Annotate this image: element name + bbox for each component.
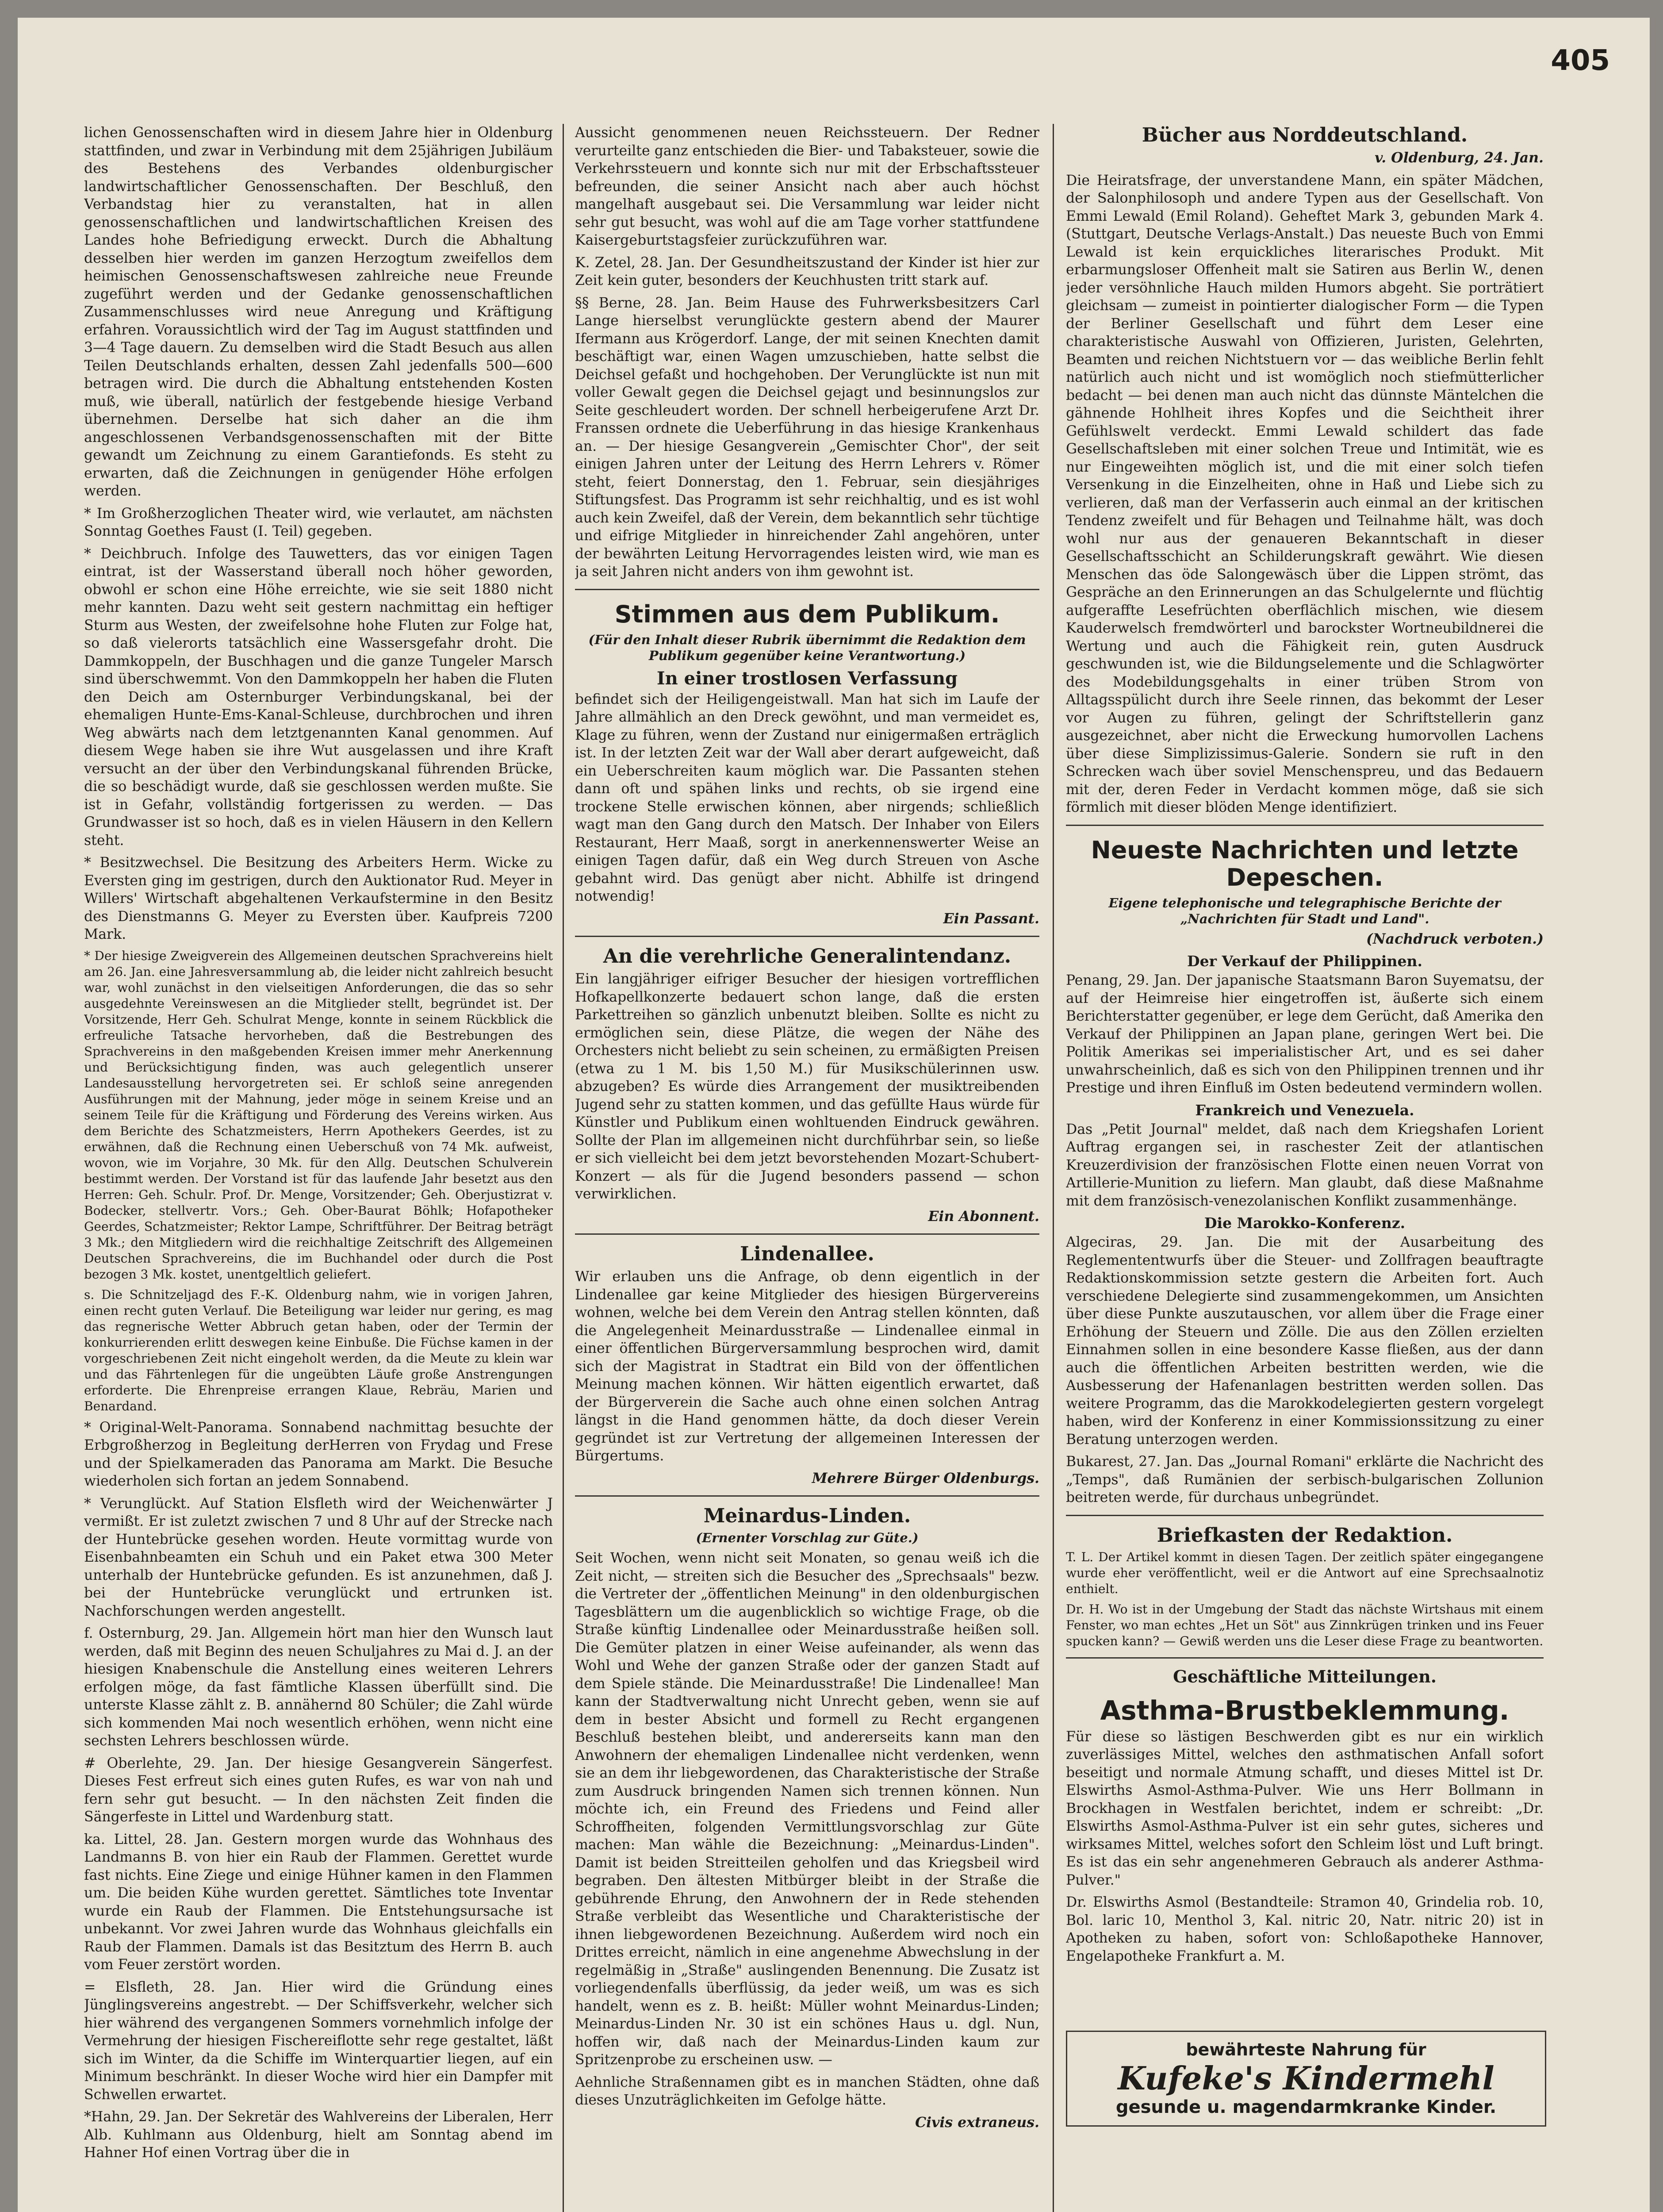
paragraph: f. Osternburg, 29. Jan. Allgemein hört man hier den Wunsch laut werden, daß mit Beginn des neuen Schuljahres zu Mai d. J. an der hiesigen Knabenschule die Anstellung eines weiteren Lehrers erfolgen möge, da fast fämtliche Klassen überfüllt sind. Die unterste Klasse zählt z. B. annähernd 80 Schüler; die Zahl würde sich kommenden Mai noch wesentlich erhöhen, wenn nicht eine sechsten Lehrers beschlossen würde. — [84, 1625, 553, 1749]
paragraph: Das „Petit Journal" meldet, daß nach dem Kriegshafen Lorient Auftrag ergangen sei, in raschester Zeit der atlantischen Kreuzerdivision der französischen Flotte einen neuen Vorrat von Artillerie-Munition zu liefern. Man glaubt, daß diese Maßnahme mit dem französisch-venezolanischen Konflikt zusammenhänge. — [1066, 1121, 1544, 1209]
paragraph: Penang, 29. Jan. Der japanische Staatsmann Baron Suyematsu, der auf der Heimreise hier eingetroffen ist, äußerte sich einem Berichterstatter gegenüber, er lege dem Gerücht, daß Amerika den Verkauf der Philippinen an Japan plane, geringen Wert bei. Die Politik Amerikas sei imperialistischer Art, und es sei daher unwahrscheinlich, daß es sich von den Philippinen trennen und ihr Prestige und ihren Einfluß im Osten bedeutend vermindern wollen. — [1066, 972, 1544, 1096]
letter-heading: An die verehrliche Generalintendanz. — [603, 945, 1012, 968]
paragraph: *Hahn, 29. Jan. Der Sekretär des Wahlvereins der Liberalen, Herr Alb. Kuhlmann aus Oldenburg, hielt am Sonntag abend im Hahner Hof einen Vortrag über die in — [84, 2109, 553, 2161]
paragraph: * Der hiesige Zweigverein des Allgemeinen deutschen Sprachvereins hielt am 26. Jan. eine Jahresversammlung ab, die leider nicht zahlreich besucht war, wohl zunächst in den vielseitigen Anforderungen, die das so sehr ausgedehnte Vereinswesen an die Mitglieder stellt, begründet ist. Der Vorsitzende, Herr Geh. Schulrat Menge, konnte in seinem Rückblick die erfreuliche Tatsache hervorheben, daß die Bestrebungen des Sprachvereins in den maßgebenden Kreisen immer mehr Anerkennung und Berücksichtigung finden, was auch gelegentlich unserer Landesausstellung hervorgetreten sei. Er schloß seine anregenden Ausführungen mit der Mahnung, jeder möge in seinem Kreise und an seinem Teile für die Kräftigung und Förderung des Vereins wirken. Aus dem Berichte des Schatzmeisters, Herrn Apothekers Geerdes, ist zu erwähnen, daß die Rechnung einen Ueberschuß von 74 Mk. aufweist, wovon, wie im Vorjahre, 30 Mk. für den Allg. Deutschen Schulverein bestimmt werden. Der Vorstand ist für das laufende Jahr besetzt aus den Herren: Geh. Schulr. Prof. Dr. Menge, Vorsitzender; Geh. Oberjustizrat v. Bodecker, stellvertr. Vors.; Geh. Ober-Baurat Böhlk; Hofapotheker Geerdes, Schatzmeister; Rektor Lampe, Schriftführer. Der Beitrag beträgt 3 Mk.; den Mitgliedern wird die reichhaltige Zeitschrift des Allgemeinen Deutschen Sprachvereins, die im Buchhandel oder durch die Post bezogen 3 Mk. kostet, unentgeltlich geliefert. — [84, 948, 553, 1282]
page-number: 405 — [1551, 44, 1610, 77]
column-left — [84, 124, 553, 2212]
paragraph: s. Die Schnitzeljagd des F.-K. Oldenburg nahm, wie in vorigen Jahren, einen recht guten Verlauf. Die Beteiligung war leider nur gering, es mag das regnerische Wetter Abbruch getan haben, oder der Termin der konkurrierenden erlitt deswegen keine Einbuße. Die Füchse kamen in der vorgeschriebenen Zeit nicht eingeholt werden, da die Meute zu klein war und das Fährtenlegen für die ungeübten Läufe große Anstrengungen erforderte. Die Ehrenpreise errangen Klaue, Rebräu, Marien und Benardand. — [84, 1287, 553, 1413]
paragraph: # Oberlehte, 29. Jan. Der hiesige Gesangverein Sängerfest. Dieses Fest erfreut sich eines guten Rufes, es war von nah und fern sehr gut besucht. — In den nächsten Zeit finden die Sängerfeste in Littel und Wardenburg statt. — [84, 1755, 553, 1825]
letter-signature: Civis extraneus. — [915, 2114, 1039, 2131]
letter-signature: Mehrere Bürger Oldenburgs. — [812, 1470, 1039, 1486]
news-subtitle: Eigene telephonische und telegraphische Berichte der „Nachrichten für Stadt und Land". — [1108, 895, 1501, 926]
paragraph: Die Heiratsfrage, der unverstandene Mann, ein später Mädchen, der Salonphilosoph und andere Typen aus der Gesellschaft. Von Emmi Lewald (Emil Roland). Geheftet Mark 3, gebunden Mark 4. (Stuttgart, Deutsche Verlags-Anstalt.) Das neueste Buch von Emmi Lewald ist kein erquickliches literarisches Produkt. Mit erbarmungsloser Offenheit malt sie Satiren aus Berlin W., denen jeder versöhnliche Hauch milden Humors abgeht. Sie porträtiert gleichsam — zumeist in pointierter dialogischer Form — die Typen der Berliner Gesellschaft und führt dem Leser eine charakteristische Auswahl von Offizieren, Juristen, Gelehrten, Beamten und reichen Nichtstuern vor — das weibliche Berlin fehlt natürlich auch nicht und ist womöglich noch stiefmütterlicher bedacht — bei denen man auch nicht das dünnste Mäntelchen die gähnende Hohlheit ihres Kopfes und die Seichtheit ihrer Gefühlswelt verdeckt. Emmi Lewald schildert das fade Gesellschaftsleben mit einer solchen Treue und Intimität, wie es nur Eingeweihten möglich ist, und die mit einer solch tiefen Versenkung in die Einzelheiten, ohne in Haß und Liebe sich zu verlieren, daß man der Verfasserin auch einmal an der kritischen Tendenz zweifelt und für Behagen und Teilnahme hält, was doch wohl nur aus der genaueren Bekanntschaft in dieser Gesellschaftsschicht an Schilderungskraft gewährt. Wie diesen Menschen das öde Salongewäsch über die Lippen strömt, das Gespräche an den Erinnerungen an das Schulgelernte und flüchtig aufgeraffte Lesefrüchten oberflächlich mischen, wie diesem Kauderwelsch fremdwörterl und barockster Wortneubildnerei die Wertung und auch die Fähigkeit rein, guten Ausdruck geschwunden ist, wie die Bildungselemente und die Schlagwörter des Modebildungsgehalts in einer trüben Strom von Alltagsspülicht durch ihre Seele rinnen, das bekommt der Leser vor Augen zu führen, gelingt der Schriftstellerin ganz ausgezeichnet, aber nicht die Erweckung humorvollen Lachens über diese Simplizissimus-Galerie. Sondern sie ruft in den Schrecken wach über soviel Menschenspreu, und das Bedauern mit der, deren Feder in Verdacht kommen möge, daß sie sich förmlich mit dieser blöden Menge identifiziert. — [1066, 172, 1544, 815]
section-rule — [1066, 825, 1544, 826]
news-item-heading: Der Verkauf der Philippinen. — [1187, 952, 1422, 970]
mailbox-heading: Briefkasten der Redaktion. — [1157, 1524, 1453, 1547]
paragraph: ka. Littel, 28. Jan. Gestern morgen wurde das Wohnhaus des Landmanns B. von hier ein Raub der Flammen. Gerettet wurde fast nichts. Eine Ziege und einige Hühner kamen in den Flammen um. Die beiden Kühe wurden gerettet. Sämtliches tote Inventar wurde ein Raub der Flammen. Die Entstehungsursache ist unbekannt. Vor zwei Jahren wurde das Wohnhaus gleichfalls ein Raub der Flammen. Damals ist das Besitztum des Herrn B. auch vom Feuer zerstört worden. — [84, 1831, 553, 1973]
ad-heading: Asthma-Brustbeklemmung. — [1100, 1695, 1510, 1726]
section-rule — [575, 936, 1039, 937]
paragraph: Dr. Elswirths Asmol (Bestandteile: Stramon 40, Grindelia rob. 10, Bol. laric 10, Menthol 3, Kal. nitric 20, Natr. nitric 20) ist in Apotheken zu haben, sofort von: Schloßapotheke Hannover, Engelapotheke Frankfurt a. M. — [1066, 1894, 1544, 1964]
column-right — [1066, 124, 1544, 2004]
letter-text: Ein langjähriger eifriger Besucher der hiesigen vortrefflichen Hofkapellkonzerte bedauert schon lange, daß die ersten Parkettreihen so gänzlich unbenutzt bleiben. Sollte es nicht zu ermöglichen sein, diese Plätze, die wegen der Nähe des Orchesters nicht beliebt zu sein scheinen, zu ermäßigten Preisen (etwa zu 1 M. bis 1,50 M.) für Musikschülerinnen usw. abzugeben? Es würde dies Arrangement der musiktreibenden Jugend sehr zu statten kommen, und das gefüllte Haus würde für Künstler und Publikum einen wohltuenden Eindruck gewähren. Sollte der Plan im allgemeinen nicht durchführbar sein, so ließe er sich vielleicht bei dem jetzt bevorstehenden Mozart-Schubert-Konzert — als für die Jugend besonders passend — schon verwirklichen. — [575, 971, 1039, 1202]
news-item-heading: Frankreich und Venezuela. — [1195, 1101, 1414, 1119]
letter-text: Seit Wochen, wenn nicht seit Monaten, so genau weiß ich die Zeit nicht, — streiten sich die Besucher des „Sprechsaals" bezw. die Vertreter der „öffentlichen Meinung" in den oldenburgischen Tagesblättern um die augenblicklich so wichtige Frage, ob die Straße künftig Lindenallee oder Meinardusstraße heißen soll. Die Gemüter platzen in einer Weise aufeinander, als wenn das Wohl und Wehe der ganzen Straße oder der ganzen Stadt auf dem Spiele stände. Die Meinardusstraße! Die Lindenallee! Man kann der Stadtverwaltung nicht Unrecht geben, wenn sie auf dem in bester Absicht und formell zu Recht ergangenen Beschluß bestehen bleibt, und andererseits kann man den Anwohnern der ehemaligen Lindenallee nicht verdenken, wenn sie an dem ihr liebgewordenen, das Charakteristische der Straße zum Ausdruck bringenden Namen sich trennen können. Nun möchte ich, ein Freund des Friedens und Feind aller Schroffheiten, folgenden Vermittlungsvorschlag zur Güte machen: Man wähle die Bezeichnung: „Meinardus-Linden". Damit ist beiden Streitteilen geholfen und das Kriegsbeil wird begraben. Den ältesten Mitbürger bleibt in der Straße die gebührende Ehrung, den Anwohnern der in Rede stehenden Straße verbleibt das Wesentliche und Charakteristische der ihnen liebgewordenen Bezeichnung. Außerdem wird noch ein Drittes erreicht, nämlich in eine angenehme Abwechslung in der regelmäßig in „Straße" auslingenden Benennung. Die Zusatz ist vorliegendenfalls überflüssig, da jeder weiß, um was es sich handelt, wenn es z. B. heißt: Müller wohnt Meinardus-Linden; Meinardus-Linden Nr. 30 ist ein schönes Haus u. dgl. Nun, hoffen wir, daß nach der Meinardus-Linden kaum zur Spritzenprobe zu erscheinen usw. — — [575, 1550, 1039, 2068]
column-middle — [575, 124, 1039, 2212]
section-note: (Für den Inhalt dieser Rubrik übernimmt die Redaktion dem Publikum gegenüber keine Verantwortung.) — [588, 632, 1026, 663]
section-rule — [575, 589, 1039, 590]
news-heading: Neueste Nachrichten und letzte Depeschen. — [1091, 836, 1519, 891]
letter-signature: Ein Abonnent. — [928, 1208, 1039, 1225]
paragraph: = Elsfleth, 28. Jan. Hier wird die Gründung eines Jünglingsvereins angestrebt. — Der Schiffsverkehr, welcher sich hier während des vergangenen Sommers vornehmlich infolge der Vermehrung der hiesigen Fischereiflotte sehr rege gestaltet, läßt sich im Winter, da die Schiffe im Winterquartier liegen, auf ein Minimum beschränkt. In dieser Woche wird hier ein Dampfer mit Schwellen erwartet. — [84, 1979, 553, 2103]
paragraph: Aussicht genommenen neuen Reichssteuern. Der Redner verurteilte ganz entschieden die Bier- und Tabaksteuer, sowie die Verkehrssteuern und konnte sich nur mit der Erbschaftssteuer befreunden, die seiner Ansicht nach aber auch höchst mangelhaft ausgebaut sei. Die Versammlung war leider nicht sehr gut besucht, was wohl auf die am Tage vorher stattfundene Kaisergeburtstagsfeier zurückzuführen war. — [575, 125, 1039, 248]
paragraph: * Besitzwechsel. Die Besitzung des Arbeiters Herm. Wicke zu Eversten ging im gestrigen, durch den Auktionator Rud. Meyer in Willers' Wirtschaft abgehaltenen Verkaufstermine in den Besitz des Dienstmanns G. Meyer zu Eversten über. Kaufpreis 7200 Mark. — [84, 855, 553, 942]
letter-text: Wir erlauben uns die Anfrage, ob denn eigentlich in der Lindenallee gar keine Mitglieder des hiesigen Bürgervereins wohnen, welche bei dem Verein den Antrag stellen könnten, daß die Angelegenheit Meinardusstraße — Lindenallee einmal in einer öffentlichen Bürgerversammlung besprochen wird, damit sich der Magistrat in Stadtrat ein Bild von der öffentlichen Meinung machen können. Wir hätten eigentlich erwartet, daß der Bürgerverein die Sache auch ohne einen solchen Antrag längst in die Hand genommen hätte, da doch dieser Verein gegründet ist zur Vertretung der allgemeinen Interessen der Bürgertums. — [575, 1269, 1039, 1464]
paragraph: K. Zetel, 28. Jan. Der Gesundheitszustand der Kinder ist hier zur Zeit kein guter, besonders der Keuchhusten tritt stark auf. — [575, 254, 1039, 288]
paragraph: lichen Genossenschaften wird in diesem Jahre hier in Oldenburg stattfinden, und zwar in Verbindung mit dem 25jährigen Jubiläum des Bestehens des Verbandes oldenburgischer landwirtschaftlicher Genossenschaften. Der Beschluß, den Verbandstag hier zu veranstalten, hat in allen genossenschaftlichen und landwirtschaftlichen Kreisen des Landes hohe Befriedigung erweckt. Durch die Abhaltung desselben hier werden im ganzen Herzogtum zweifellos dem heimischen Genossenschaftswesen zahlreiche neue Freunde zugeführt werden und der Gedanke genossenschaftlichen Zusammenschlusses wird neue Anregung und Kräftigung erfahren. Voraussichtlich wird der Tag im August stattfinden und 3—4 Tage dauern. Zu demselben wird die Stadt Besuch aus allen Teilen Deutschlands erhalten, dessen Zahl jedenfalls 500—600 betragen wird. Die durch die Abhaltung entstehenden Kosten muß, wie überall, natürlich der festgebende hiesige Verband übernehmen. Derselbe hat sich daher an die ihm angeschlossenen Verbandsgenossenschaften mit der Bitte gewandt um Zeichnung zu einem Garantiefonds. Es steht zu erwarten, daß die Zeichnungen in genügender Höhe erfolgen werden. — [84, 125, 553, 499]
section-rule — [1066, 1515, 1544, 1516]
newspaper-page — [18, 18, 1650, 2212]
section-rule — [575, 1495, 1039, 1497]
section-rule — [1066, 1657, 1544, 1659]
books-heading: Bücher aus Norddeutschland. — [1142, 124, 1468, 146]
column-divider — [563, 124, 564, 2212]
paragraph: T. L. Der Artikel kommt in diesen Tagen. Der zeitlich später eingegangene wurde eher veröffentlicht, weil er die Antwort auf eine Sprechsaalnotiz enthielt. — [1066, 1549, 1544, 1596]
letter-text: Aehnliche Straßennamen gibt es in manchen Städten, ohne daß dieses Unzuträglichkeiten im Gefolge hätte. — [575, 2074, 1039, 2108]
books-dateline: v. Oldenburg, 24. Jan. — [1375, 150, 1544, 166]
letter-text: befindet sich der Heiligengeistwall. Man hat sich im Laufe der Jahre allmählich an den Dreck gewöhnt, und man vermeidet es, Klage zu führen, wenn der Zustand nur einigermaßen erträglich ist. In der letzten Zeit war der Wall aber derart aufgeweicht, daß ein Ueberschreiten kaum möglich war. Die Passanten stehen dann oft und spähen links und rechts, ob sie irgend eine trockene Stelle erwischen können, aber nirgends; schließlich wagt man den Gang durch den Matsch. Der Inhaber von Eilers Restaurant, Herr Maaß, sorgt in anerkennenswerter Weise an einigen Tagen dafür, daß ein Weg durch Streuen von Asche gebahnt wird. Das genügt aber nicht. Abhilfe ist dringend notwendig! — [575, 691, 1039, 904]
paragraph: Dr. H. Wo ist in der Umgebung der Stadt das nächste Wirtshaus mit einem Fenster, wo man echtes „Het un Söt" aus Zinnkrügen trinken und ins Feuer spucken kann? — Gewiß werden uns die Leser diese Frage zu beantworten. — [1066, 1601, 1544, 1648]
paragraph: Bukarest, 27. Jan. Das „Journal Romani" erklärte die Nachricht des „Temps", daß Rumänien der serbisch-bulgarischen Zollunion beitreten werde, für durchaus unbegründet. — [1066, 1454, 1544, 1505]
letter-heading: Lindenallee. — [740, 1243, 874, 1265]
letter-heading: Meinardus-Linden. — [703, 1505, 911, 1527]
paragraph: Algeciras, 29. Jan. Die mit der Ausarbeitung des Reglemententwurfs über die Steuer- und Zollfragen beauftragte Redaktionskommission setzte gestern die Arbeiten fort. Auch verschiedene Delegierte sind zusammengekommen, um Ansichten über diese Punkte auszutauschen, vor allem über die Frage einer Erhöhung der Steuern und Zölle. Die aus den Zöllen erzielten Einnahmen sollen in eine besondere Kasse fließen, aus der dann auch die öffentlichen Arbeiten bestritten werden, wie die Ausbesserung der Hafenanlagen bestritten werden sollen. Das weitere Programm, das die Marokkodelegierten gestern vorgelegt haben, wird der Konferenz in einer Kommissionssitzung zu einer Beratung unterzogen werden. — [1066, 1234, 1544, 1448]
news-note: (Nachdruck verboten.) — [1366, 930, 1544, 947]
paragraph: * Verunglückt. Auf Station Elsfleth wird der Weichenwärter J vermißt. Er ist zuletzt zwischen 7 und 8 Uhr auf der Strecke nach der Huntebrücke gesehen worden. Heute vormittag wurde von Eisenbahnbeamten ein Schuh und ein Paket etwa 300 Meter unterhalb der Huntebrücke gefunden. Es ist anzunehmen, daß J. bei der Huntebrücke verunglückt und ertrunken ist. Nachforschungen werden angestellt. — [84, 1495, 553, 1619]
ad-tagline: bewährteste Nahrung für — [1186, 2040, 1426, 2059]
news-item-heading: Die Marokko-Konferenz. — [1204, 1214, 1406, 1232]
paragraph: * Deichbruch. Infolge des Tauwetters, das vor einigen Tagen eintrat, ist der Wasserstand überall noch höher geworden, obwohl er schon eine Höhe erreichte, wie sie seit 1880 nicht mehr kannten. Dazu weht seit gestern nachmittag ein heftiger Sturm aus Westen, der zweifelsohne hohe Fluten zur Folge hat, so daß vielerorts tatsächlich eine Wassersgefahr droht. Die Dammkoppeln, der Buschhagen und die ganze Tungeler Marsch sind überschwemmt. Von den Dammkoppeln her haben die Fluten den Deich am Osternburger Verbindungskanal, bei der ehemaligen Hunte-Ems-Kanal-Schleuse, durchbrochen und ihren Weg abwärts nach dem letztgenannten Kanal genommen. Auf diesem Wege haben sie ihre Wut ausgelassen und ihre Kraft versucht an der über den Verbindungskanal führenden Brücke, die so beschädigt wurde, daß sie geschlossen werden mußte. Sie ist in Gefahr, vollständig fortgerissen zu werden. — Das Grundwasser ist so hoch, daß es in vielen Häusern in den Kellern steht. — [84, 545, 553, 849]
ad-tagline-bottom: gesunde u. magendarmkranke Kinder. — [1115, 2097, 1497, 2117]
paragraph: * Original-Welt-Panorama. Sonnabend nachmittag besuchte der Erbgroßherzog in Begleitung derHerren von Frydag und Frese und der Spielkameraden das Panorama am Markt. Die Besuche wiederholen sich fortan an jedem Sonnabend. — [84, 1419, 553, 1489]
section-rule — [575, 1233, 1039, 1235]
business-heading: Geschäftliche Mitteilungen. — [1173, 1666, 1437, 1686]
letter-signature: Ein Passant. — [943, 910, 1039, 927]
paragraph: Für diese so lästigen Beschwerden gibt es nur ein wirklich zuverlässiges Mittel, welches den asthmatischen Anfall sofort beseitigt und normale Atmung schafft, und dieses Mittel ist Dr. Elswirths Asmol-Asthma-Pulver. Wie uns Herr Bollmann in Brockhagen in Westfalen berichtet, indem er schreibt: „Dr. Elswirths Asmol-Asthma-Pulver ist ein sehr gutes, sicheres und wirksames Mittel, welches sofort den Schleim löst und Luft bringt. Es ist das ein sehr angenehmeren Gebrauch als anderer Asthma-Pulver." — [1066, 1728, 1544, 1888]
paragraph: * Im Großherzoglichen Theater wird, wie verlautet, am nächsten Sonntag Goethes Faust (I. Teil) gegeben. — [84, 505, 553, 539]
column-divider — [1053, 124, 1054, 2212]
letter-subtitle: (Ernenter Vorschlag zur Güte.) — [696, 1530, 919, 1545]
letter-heading: In einer trostlosen Verfassung — [656, 668, 958, 689]
ad-brand-logo: Kufeke's Kindermehl — [1118, 2059, 1494, 2097]
kindermehl-ad — [1066, 2031, 1546, 2127]
paragraph: §§ Berne, 28. Jan. Beim Hause des Fuhrwerksbesitzers Carl Lange hierselbst verunglückte gestern abend der Maurer Ifermann aus Krögerdorf. Lange, der mit seinen Knechten damit beschäftigt war, einen Wagen umzuschieben, hatte selbst die Deichsel gefaßt und hochgehoben. Der Verunglückte ist nun mit voller Gewalt gegen die Deichsel gejagt und besinnungslos zur Seite geschleudert worden. Der schnell herbeigerufene Arzt Dr. Franssen ordnete die Ueberführung in das hiesige Krankenhaus an. — Der hiesige Gesangverein „Gemischter Chor", der seit einigen Jahren unter der Leitung des Herrn Lehrers v. Römer steht, feiert Donnerstag, den 1. Februar, sein diesjähriges Stiftungsfest. Das Programm ist sehr reichhaltig, und es ist wohl auch kein Zweifel, daß der Verein, dem bekanntlich sehr tüchtige und eifrige Mitglieder in hinreichender Zahl angehören, unter der bewährten Leitung Hervorragendes leisten wird, wie man es ja seit Jahren nicht anders von ihm gewohnt ist. — [575, 295, 1039, 580]
section-heading: Stimmen aus dem Publikum. — [614, 600, 1000, 628]
